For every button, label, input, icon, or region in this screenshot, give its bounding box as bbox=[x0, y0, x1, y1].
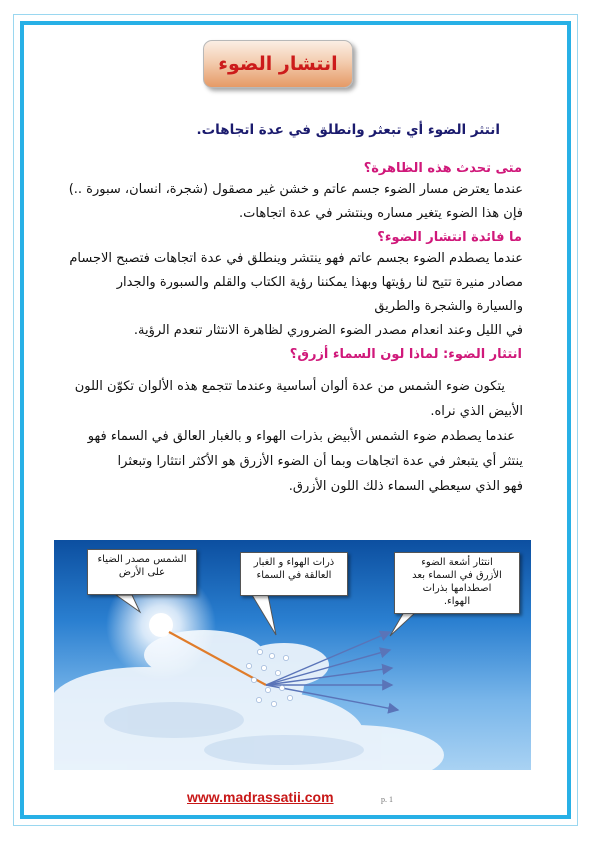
paragraph-line: عندما يعترض مسار الضوء جسم عاتم و خشن غير مصقول (شجرة، انسان، سبورة ..) bbox=[68, 182, 523, 197]
paragraph-line: يتكون ضوء الشمس من عدة ألوان أساسية وعندما تتجمع هذه الألوان تكوّن اللون bbox=[74, 379, 505, 394]
callout-line: ذرات الهواء و الغبار bbox=[253, 557, 335, 568]
section-heading: انتثار الضوء: لماذا لون السماء أزرق؟ bbox=[289, 347, 522, 362]
callout-sun bbox=[87, 549, 197, 595]
paragraph-line: مصادر منيرة تتيح لنا رؤيتها وبهذا يمكننا رؤية الكتاب والقلم والسبورة والجدار bbox=[116, 275, 523, 290]
callout-line: العالقة في السماء bbox=[256, 570, 332, 581]
callout-line: انتثار أشعة الضوء bbox=[421, 557, 493, 568]
paragraph-line: ينتثر أي يتبعثر في عدة اتجاهات وبما أن الضوء الأزرق هو الأكثر انتثارا وتبعثرا bbox=[117, 454, 523, 469]
website-link[interactable]: www.madrassatii.com bbox=[187, 789, 334, 805]
callout-line: اصطدامها بذرات bbox=[422, 583, 492, 594]
paragraph-line: والسيارة والشجرة والطريق bbox=[374, 299, 523, 314]
callout-line: الأزرق في السماء بعد bbox=[412, 570, 502, 581]
paragraph-line: في الليل وعند انعدام مصدر الضوء الضروري لظاهرة الانتثار تنعدم الرؤية. bbox=[133, 323, 523, 338]
paragraph-line: الأبيض الذي نراه. bbox=[430, 404, 523, 419]
sky-scattering-diagram bbox=[54, 540, 531, 770]
callout-line: الهواء. bbox=[443, 596, 471, 607]
paragraph-line: فهو الذي سيعطي السماء ذلك اللون الأزرق. bbox=[288, 479, 523, 494]
paragraph-line: عندما يصطدم الضوء بجسم عاتم فهو ينتشر وينطلق في عدة اتجاهات فتصبح الاجسام bbox=[69, 251, 523, 266]
callout-particles bbox=[240, 552, 348, 596]
paragraph-line: فإن هذا الضوء يتغير مساره وينتشر في عدة اتجاهات. bbox=[239, 206, 523, 221]
callout-line: على الأرض bbox=[118, 567, 166, 578]
paragraph-line: عندما يصطدم ضوء الشمس الأبيض بذرات الهواء و بالغبار العالق في السماء فهو bbox=[87, 429, 515, 444]
callout-line: الشمس مصدر الضياء bbox=[97, 554, 187, 565]
page-title: انتشار الضوء bbox=[218, 53, 338, 75]
callout-scatter bbox=[394, 552, 520, 614]
intro-text: انتثر الضوء أي تبعثر وانطلق في عدة اتجاهات. bbox=[196, 122, 500, 138]
page-number: p. 1 bbox=[381, 795, 393, 804]
section-heading: متى تحدث هذه الظاهرة؟ bbox=[363, 161, 522, 176]
section-heading: ما فائدة انتشار الضوء؟ bbox=[377, 230, 522, 245]
title-banner bbox=[203, 40, 353, 88]
